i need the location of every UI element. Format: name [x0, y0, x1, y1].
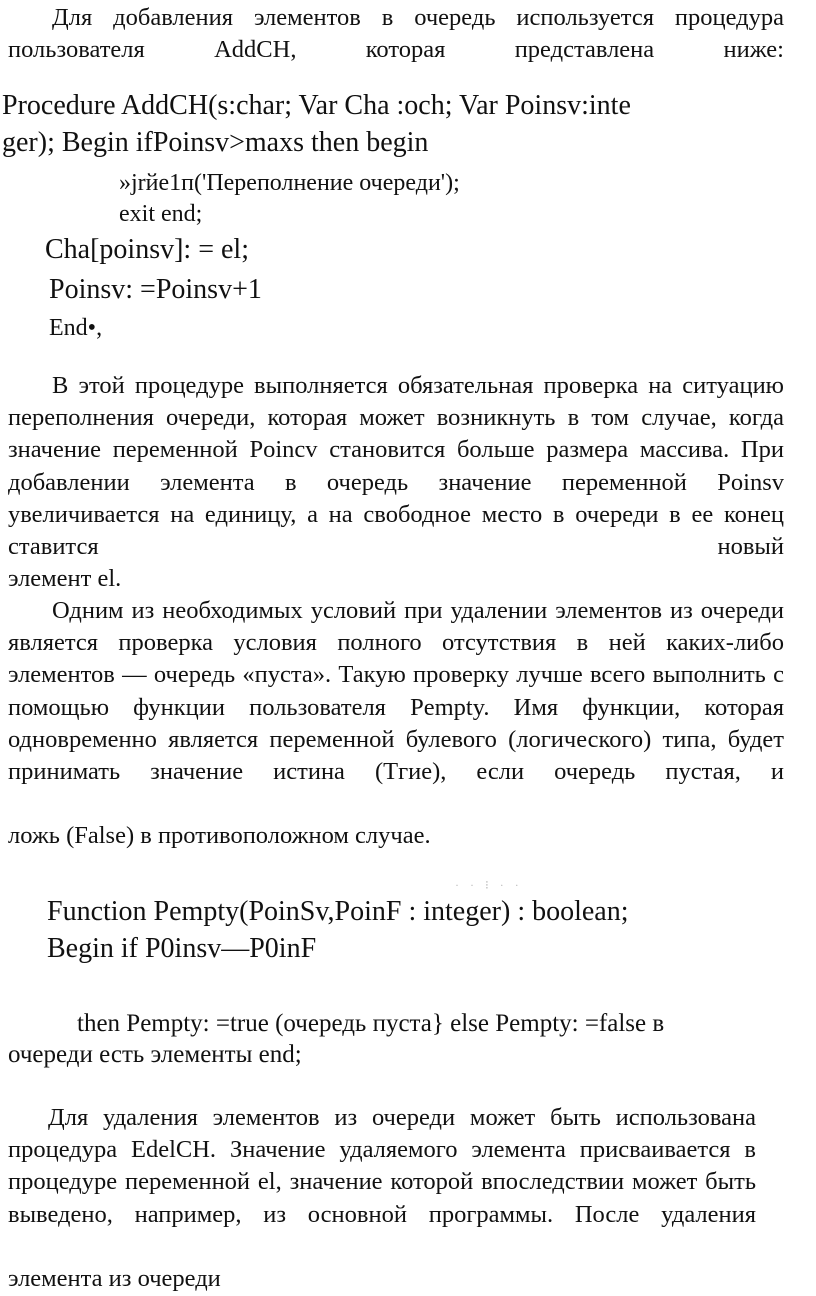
code-procedure-header: Procedure AddCH(s:char; Var Cha :och; Var Poinsv:inte [2, 90, 631, 121]
code-function-begin: Begin if P0insv—P0inF [47, 933, 317, 964]
overflow-paragraph-last-line: элемент el. [8, 565, 122, 592]
scan-noise: · · ⁝ · · [455, 878, 523, 892]
delete-procedure-paragraph-last-line: элемента из очереди [8, 1265, 221, 1292]
overflow-paragraph: В этой процедуре выполняется обязательная проверка на ситуацию переполнения очереди, которая может возникнуть в том случае, когда значение переменной Poincv становится больше размера массива. При добавлении элемента в очередь значение переменной Poinsv увеличивается на единицу, а на свободное место в очереди в ее конец ставится новый [8, 372, 784, 561]
code-poinsv-increment: Poinsv: =Poinsv+1 [49, 274, 262, 305]
intro-paragraph: Для добавления элементов в очередь используется процедура пользователя AddCH, которая представлена ниже: [8, 4, 784, 64]
code-writeln: »jrйe1п('Переполнение очереди'); [119, 170, 460, 196]
empty-check-paragraph: Одним из необходимых условий при удалении элементов из очереди является проверка условия полного отсутствия в ней каких-либо элементов — очередь «пуста». Такую проверку лучше всего выполнить с помощью функции пользователя Pempty. Имя функции, которая одновременно является переменной булевого (логического) типа, будет принимать значение истина (Tгие), если очередь пустая, и [8, 597, 784, 786]
code-procedure-begin: ger); Begin ifPoinsv>maxs then begin [2, 127, 429, 158]
code-then-line: then Pempty: =true (очередь пуста} else Pempty: =false в [77, 1010, 665, 1037]
empty-check-paragraph-last-line: ложь (False) в противоположном случае. [8, 822, 431, 849]
code-exit-end: exit end; [119, 201, 203, 227]
code-else-line: очереди есть элементы end; [8, 1041, 302, 1068]
code-cha-assign: Cha[poinsv]: = el; [45, 234, 249, 265]
code-function-header: Function Pempty(PoinSv,PoinF : integer) : boolean; [47, 896, 629, 927]
delete-procedure-paragraph: Для удаления элементов из очереди может быть использована процедура EdelCH. Значение удаляемого элемента присваивается в процедуре переменной el, значение которой впоследствии может быть выведено, например, из основной программы. После удаления [8, 1104, 756, 1228]
code-end: End•, [49, 315, 103, 341]
